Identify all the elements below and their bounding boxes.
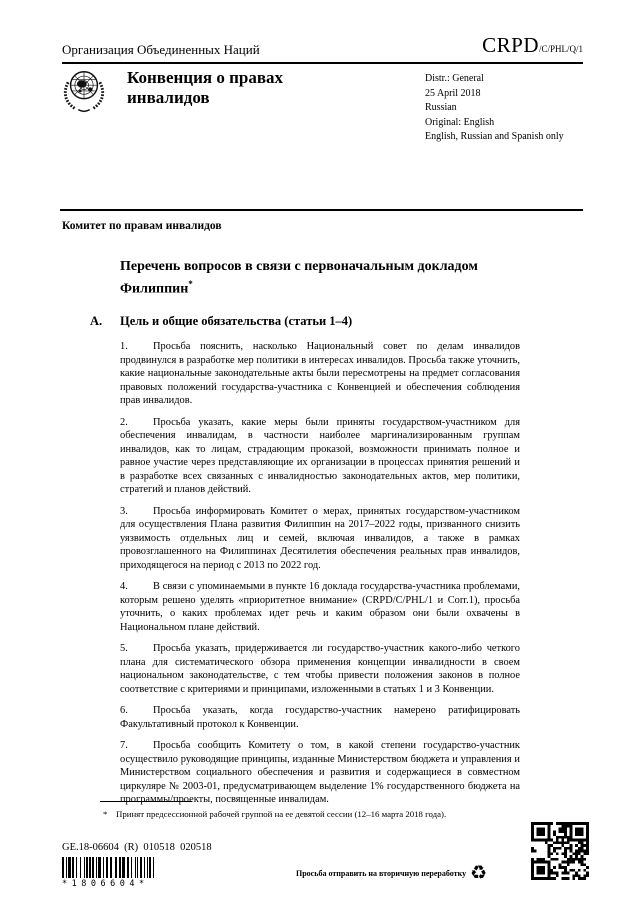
treaty-title-line1: Конвенция о правах bbox=[127, 68, 284, 87]
ge-document-number: GE.18-06604 (R) 010518 020518 bbox=[62, 842, 212, 853]
paragraph-text: Просьба информировать Комитет о мерах, принятых государством-участником для осуществления Плана развития Филиппин на 2017–2022 годы, призванного снизить уязвимость отдельных лиц и семей, включая инвалидов, а также в рамках провозглашенного на Филиппинах Десятилетия обеспечения реальных прав инвалидов, приходящегося на период с 2013 по 2022 год. bbox=[120, 505, 520, 571]
paragraph-text: Просьба пояснить, насколько Национальный совет по делам инвалидов продвинулся в разработке мер политики в интересах инвалидов. Просьба также уточнить, какие национальные законодательные акты были пересмотрены на предмет согласования правовых положений государства-участника с Конвенцией и обеспечения соблюдения прав инвалидов. bbox=[120, 341, 520, 406]
document-symbol-suffix: /C/PHL/Q/1 bbox=[538, 44, 583, 54]
committee-name: Комитет по правам инвалидов bbox=[62, 220, 222, 232]
paragraph bbox=[120, 505, 520, 573]
paragraph-number: 2. bbox=[120, 416, 128, 428]
treaty-title-line2: инвалидов bbox=[127, 88, 210, 107]
footnote-text: Принят предсессионной рабочей группой на ее девятой сессии (12–16 марта 2018 года). bbox=[116, 809, 447, 819]
paragraph-text: Просьба указать, какие меры были приняты государством-участником для обеспечения инвалидам, в частности наиболее маргинализированным группам инвалидов, как то лицам, страдающим проказой, возможности принимать полное и равное участие через представляющие их организации в процессах принятия решений и в разработке всех связанных с инвалидностью законодательных актов, мер политики, стратегий и планов действий. bbox=[120, 416, 520, 495]
paragraph-number: 4. bbox=[120, 581, 128, 592]
distribution-block bbox=[425, 72, 564, 145]
distr-line: English, Russian and Spanish only bbox=[425, 131, 564, 143]
un-emblem-icon bbox=[60, 66, 108, 114]
title-footnote-mark: * bbox=[188, 278, 193, 289]
document-title-text: Перечень вопросов в связи с первоначальным докладом Филиппин bbox=[120, 259, 478, 297]
paragraph-text: Просьба сообщить Комитету о том, в какой степени государство-участник осуществило руководящие принципы, изданные Министерством бюджета и управления и Министерством социального обеспечения и развития и содержащиеся в совместном циркуляре № 2003-01, предусматривающем выделение 1% государственного бюджета на программы/проекты, посвященные инвалидам. bbox=[120, 740, 520, 805]
recycle-text: Просьба отправить на вторичную переработку bbox=[296, 869, 467, 878]
paragraph bbox=[120, 642, 520, 696]
treaty-title bbox=[127, 68, 283, 108]
body-text bbox=[120, 340, 520, 815]
distr-line: Distr.: General bbox=[425, 73, 484, 84]
footnote bbox=[103, 809, 543, 820]
paragraph-text: В связи с упоминаемыми в пункте 16 доклада государства-участника проблемами, которым решено уделять «приоритетное внимание» (CRPD/C/PHL/1 и Corr.1), просьба уточнить, о каких проблемах идет речь и каким образом они были охвачены в Национальном плане действий. bbox=[120, 581, 520, 633]
paragraph bbox=[120, 340, 520, 408]
paragraph bbox=[120, 580, 520, 634]
paragraph-number: 7. bbox=[120, 740, 128, 751]
section-letter: A. bbox=[90, 314, 103, 328]
paragraph bbox=[120, 739, 520, 807]
section-heading-text: Цель и общие обязательства (статьи 1–4) bbox=[120, 314, 353, 328]
recycle-icon: ♻︎ bbox=[470, 862, 488, 884]
document-symbol bbox=[482, 33, 583, 58]
paragraph bbox=[120, 704, 520, 731]
barcode-bars bbox=[62, 857, 154, 878]
page-header bbox=[62, 33, 583, 64]
paragraph-text: Просьба указать, когда государство-участник намерено ратифицировать Факультативный протокол к Конвенции. bbox=[120, 705, 520, 730]
footnote-divider bbox=[100, 801, 192, 802]
paragraph-number: 5. bbox=[120, 643, 128, 654]
document-symbol-main: CRPD bbox=[482, 33, 539, 57]
section-heading bbox=[90, 314, 535, 329]
paragraph-number: 6. bbox=[120, 705, 128, 716]
footnote-mark: * bbox=[103, 809, 108, 819]
paragraph-number: 3. bbox=[120, 505, 128, 517]
paragraph-text: Просьба указать, придерживается ли государство-участник какого-либо четкого плана для систематического обзора применения концепции инвалидности в своем национальном законодательстве, с тем чтобы привести положения законов в полное соответствие с критериями и принципами, изложенными в статьях 1 и 3 Конвенции. bbox=[120, 643, 520, 695]
organization-name: Организация Объединенных Наций bbox=[62, 42, 260, 57]
document-title bbox=[120, 258, 530, 298]
recycle-notice bbox=[296, 864, 487, 883]
paragraph-number: 1. bbox=[120, 341, 128, 352]
barcode bbox=[62, 857, 154, 889]
header-divider-rule bbox=[60, 209, 583, 211]
distr-line: 25 April 2018 bbox=[425, 87, 481, 99]
distr-line: Russian bbox=[425, 102, 457, 114]
distr-line: Original: English bbox=[425, 116, 495, 128]
qr-code bbox=[531, 822, 589, 880]
paragraph bbox=[120, 416, 520, 497]
barcode-text: *1806604* bbox=[62, 879, 149, 889]
